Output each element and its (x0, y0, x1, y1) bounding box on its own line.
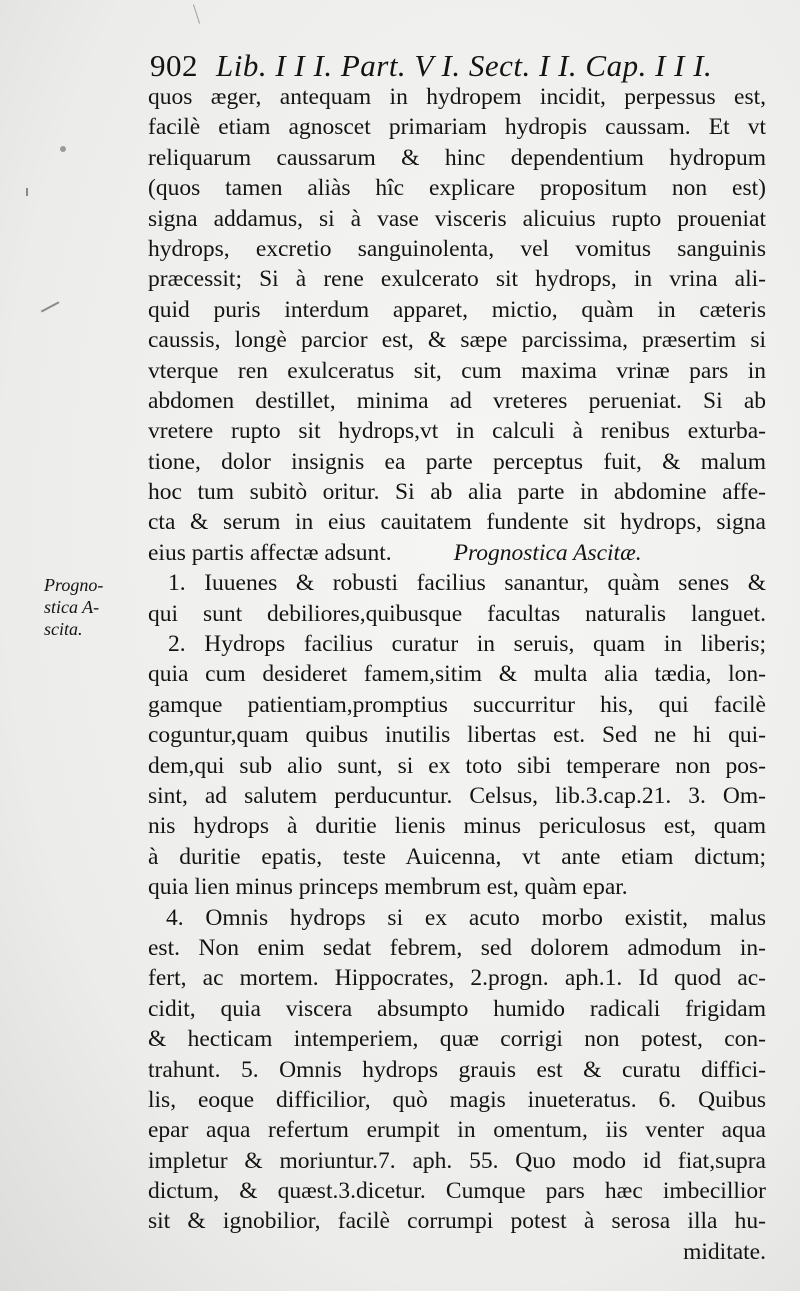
text-line: (quos tamen aliàs hîc explicare propositum non est) (148, 175, 766, 202)
text-line: quia lien minus princeps membrum est, quàm epar. (148, 874, 628, 901)
margin-stroke (26, 188, 28, 196)
text-line: coguntur,quam quibus inutilis libertas est. Sed ne hi qui- (148, 722, 766, 749)
text-line-with-heading (148, 538, 766, 568)
text-line: 2. Hydrops facilius curatur in seruis, quam in liberis; (168, 631, 766, 658)
text-line: lis, eoque difficilior, quò magis inueteratus. 6. Quibus (148, 1086, 766, 1113)
text-line: sit & ignobilior, facilè corrumpi potest à serosa illa hu- (148, 1208, 766, 1235)
text-line: cta & serum in eius cauitatem fundente sit hydrops, signa (148, 509, 766, 536)
margin-note-line: stica A- (44, 597, 100, 617)
text-line: caussis, longè parcior est, & sæpe parcissima, præsertim si (148, 327, 766, 354)
text-line: qui sunt debiliores,quibusque facultas naturalis languet. (148, 600, 766, 627)
text-line: signa addamus, si à vase visceris alicuius rupto proueniat (148, 205, 766, 232)
text-line: & hecticam intemperiem, quæ corrigi non potest, con- (148, 1026, 766, 1053)
text-line: cidit, quia viscera absumpto humido radicali frigidam (148, 995, 766, 1022)
text-line: trahunt. 5. Omnis hydrops grauis est & curatu diffici- (148, 1056, 766, 1083)
ink-spot (60, 146, 66, 152)
text-line: 1. Iuuenes & robusti facilius sanantur, quàm senes & (168, 570, 766, 597)
margin-note-line: Progno- (44, 575, 104, 595)
text-line: à duritie epatis, teste Auicenna, vt ante etiam dictum; (148, 843, 766, 870)
text-line: gamque patientiam,promptius succurritur his, qui facilè (148, 691, 766, 718)
text-line: quos æger, antequam in hydropem incidit, perpessus est, (148, 84, 766, 110)
text-line: est. Non enim sedat febrem, sed dolorem admodum in- (148, 934, 766, 961)
catchword-line: miditate. (683, 1238, 766, 1265)
text-line: hoc tum subitò oritur. Si ab alia parte in abdomine affe- (148, 479, 766, 506)
body-text (148, 82, 766, 1267)
text-line: dictum, & quæst.3.dicetur. Cumque pars hæc imbecillior (148, 1178, 766, 1205)
text-line: hydrops, excretio sanguinolenta, vel vomitus sanguinis (148, 235, 766, 262)
text-line: dem,qui sub alio sunt, si ex toto sibi temperare non pos- (148, 752, 766, 779)
text-line: quid puris interdum apparet, mictio, quàm in cæteris (148, 296, 766, 323)
section-heading: Prognostica Ascitæ. (453, 539, 642, 566)
text-line: eius partis affectæ adsunt. (148, 539, 392, 566)
margin-note (44, 574, 103, 640)
text-line: facilè etiam agnoscet primariam hydropis caussam. Et vt (148, 114, 766, 141)
text-line: sint, ad salutem perducuntur. Celsus, lib.3.cap.21. 3. Om- (148, 782, 766, 809)
text-line: fert, ac mortem. Hippocrates, 2.progn. aph.1. Id quod ac- (148, 965, 766, 992)
margin-note-line: scita. (44, 619, 83, 639)
text-line: præcessit; Si à rene exulcerato sit hydrops, in vrina ali- (148, 266, 766, 293)
text-line: abdomen destillet, minima ad vreteres perueniat. Si ab (148, 387, 766, 414)
text-line: 4. Omnis hydrops si ex acuto morbo existit, malus (166, 904, 766, 931)
text-line: vretere rupto sit hydrops,vt in calculi à renibus exturba- (148, 418, 766, 445)
text-line: reliquarum caussarum & hinc dependentium hydropum (148, 144, 766, 171)
running-title: Lib. I I I. Part. V I. Sect. I I. Cap. I I I. (216, 48, 713, 83)
text-line: tione, dolor insignis ea parte perceptus fuit, & malum (148, 448, 766, 475)
page-number: 902 (150, 48, 198, 83)
text-line: impletur & moriuntur.7. aph. 55. Quo modo id fiat,supra (148, 1147, 766, 1174)
text-line: epar aqua refertum erumpit in omentum, iis venter aqua (148, 1117, 766, 1144)
text-line: vterque ren exulceratus sit, cum maxima vrinæ pars in (148, 357, 766, 384)
text-line: nis hydrops à duritie lienis minus periculosus est, quam (148, 813, 766, 840)
text-line: quia cum desideret famem,sitim & multa alia tædia, lon- (148, 661, 766, 688)
running-head (150, 48, 712, 84)
